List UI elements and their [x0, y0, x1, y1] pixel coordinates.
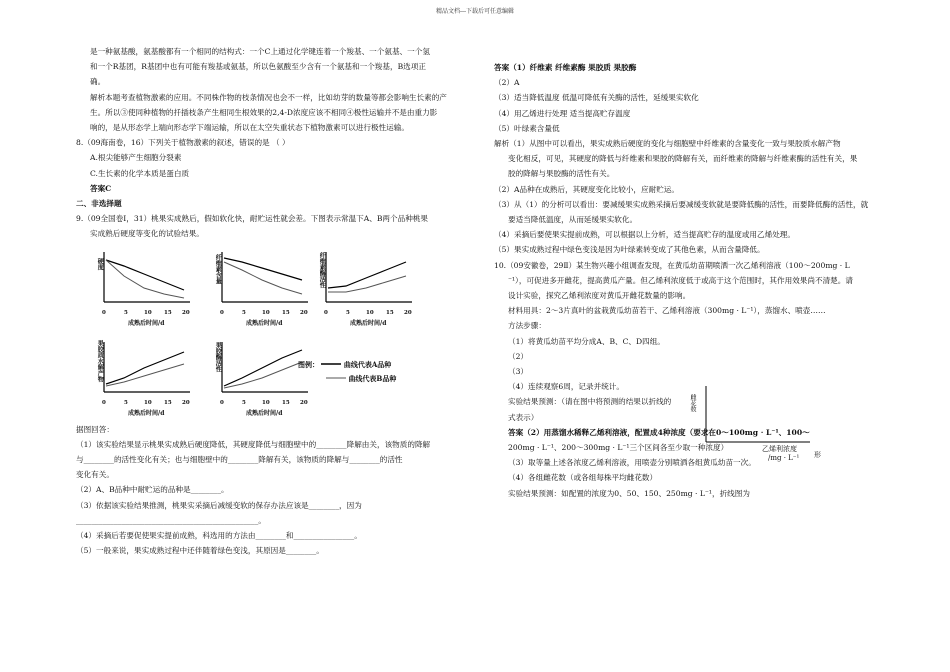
q9-body-line: 变化有关。	[76, 470, 114, 480]
question-10: 设计实验，探究乙烯利浓度对黄瓜开雌花数量的影响。	[508, 291, 691, 301]
y-axis-label: 纤维素含量	[214, 253, 222, 284]
x-tick: 20	[182, 399, 190, 406]
chart-hardness	[96, 252, 190, 313]
x-axis-label: 成熟后时间/d	[128, 409, 165, 417]
x-tick: 20	[300, 309, 308, 316]
chart-legend	[298, 358, 396, 386]
x-tick: 5	[124, 399, 128, 406]
question-10: （4）连续观察6周，记录并统计。	[508, 382, 624, 392]
graph-y-label: 雌花数	[689, 394, 696, 412]
chart-cellulase	[318, 251, 412, 313]
x-tick: 0	[220, 309, 224, 316]
x-tick: 0	[102, 399, 106, 406]
x-axis-label: 成熟后时间/d	[350, 319, 387, 327]
x-tick: 0	[102, 309, 106, 316]
question-8: 8.（09海南卷，16）下列关于植物激素的叙述，错误的是 （ ）	[76, 138, 290, 148]
y-axis-label: 硬度	[96, 257, 104, 270]
x-tick: 20	[404, 309, 412, 316]
x-tick: 5	[124, 309, 128, 316]
analysis-line: 解析本题考查植物激素的应用。不同株作物的枝条情况也会不一样，比如幼芽的数量等都会影响生长素的产	[90, 92, 447, 102]
answer-10: （4）各组雌花数（或各组每株平均雌花数）	[508, 473, 658, 483]
question-9: 实成熟后硬度等变化的试验结果。	[90, 229, 204, 239]
chart-cellulase-plot	[326, 252, 412, 308]
answer-line: （3）适当降低温度 低温可降低有关酶的活性，延缓果实软化	[494, 93, 699, 103]
analysis-line: （3）从（1）的分析可以看出：要减缓果实成熟采摘后要减缓变软就是要降低酶的活性，而要降低酶的活性，就	[494, 199, 869, 209]
analysis-line: （4）采摘后要使果实提前成熟，可以根据以上分析，适当提高贮存的温度或用乙烯处理。	[494, 230, 795, 240]
question-10: 实验结果预测：（请在图中将预测的结果以折线的	[508, 397, 672, 407]
q8-option-c: C.生长素的化学本质是蛋白质	[90, 168, 190, 178]
answer-10: 答案（2）用蒸馏水稀释乙烯利溶液，配置成4种浓度（要求在0～100mg · L⁻¹、100～	[508, 427, 810, 437]
analysis-line: 变化相反，可见，其硬度的降低与纤维素和果胶的降解有关，而纤维素的降解与纤维素酶的活性有关，果	[508, 154, 858, 164]
x-tick: 20	[182, 309, 190, 316]
analysis-line: 胶的降解与果胶酶的活性有关。	[508, 169, 615, 179]
x-tick: 5	[242, 309, 246, 316]
q9-body-line: 据图回答：	[76, 424, 114, 434]
chart-pectinase	[214, 341, 308, 403]
chart-pectinase-plot	[222, 342, 308, 398]
analysis-line: （5）果实成熟过程中绿色变浅是因为叶绿素转变成了其他色素，从而含量降低。	[494, 245, 765, 255]
x-tick: 10	[144, 309, 152, 316]
experiment-charts	[76, 246, 468, 416]
prediction-graph-axes	[686, 382, 826, 462]
graph-x-suffix: 形	[814, 451, 821, 459]
answer-line: 答案（1）纤维素 纤维素酶 果胶质 果胶酶	[494, 63, 637, 72]
answer-line: （2）A	[494, 78, 520, 88]
x-axis-label: 成熟后时间/d	[246, 409, 283, 417]
legend-title: 图例：	[298, 359, 319, 369]
analysis-line: 响的，是从形态学上端向形态学下端运输，所以在太空失重状态下植物激素可以进行极性运输。	[90, 123, 409, 133]
intro-line: 是一种氨基酸，氨基酸都有一个相同的结构式：一个C上通过化学键连着一个羧基、一个氨基、一个氢	[90, 47, 430, 56]
q8-option-a: A.根尖能够产生细胞分裂素	[90, 153, 182, 163]
q8-answer: 答案C	[90, 183, 112, 193]
legend-a: 曲线代表A品种	[343, 359, 392, 369]
answer-line: （5）叶绿素含量低	[494, 123, 560, 133]
x-tick: 10	[262, 309, 270, 316]
question-10: 方法步骤：	[508, 321, 546, 331]
graph-x-unit: /mg · L⁻¹	[768, 454, 800, 462]
x-axis-label: 成熟后时间/d	[128, 319, 165, 327]
y-axis-label: 果胶质水解产物	[96, 339, 104, 382]
x-tick: 15	[282, 309, 290, 316]
chart-pectin-products	[96, 339, 190, 403]
question-9: 9.（09全国卷Ⅰ，31）桃果实成熟后，假如软化快，耐贮运性就会差。下图表示常温下A、B两个品种桃果	[76, 214, 428, 224]
question-10: ⁻¹），可促进多开雌花，提高黄瓜产量。但乙烯利浓度低于或高于这个范围时，其作用效果尚不清楚。请	[508, 275, 853, 285]
x-axis-label: 成熟后时间/d	[246, 319, 283, 327]
question-10: （3）	[508, 367, 529, 377]
x-tick: 0	[324, 309, 328, 316]
analysis-line: 解析（1）从图中可以看出，果实成熟后硬度的变化与细胞壁中纤维素的含量变化一致与果胶质水解产物	[494, 139, 841, 149]
graph-x-label: 乙烯利浓度	[762, 445, 797, 453]
q9-body-line: （3）依据该实验结果推测，桃果实采摘后减缓变软的保存办法应该是________，因为	[76, 500, 362, 510]
question-10: 式表示）	[508, 412, 539, 422]
x-tick: 10	[366, 309, 374, 316]
chart-pectin-products-plot	[104, 342, 190, 398]
legend-line-a-icon	[321, 361, 341, 367]
chart-cellulose-plot	[222, 252, 308, 308]
answer-10: 实验结果预测：如配置的浓度为0、50、150、250mg · L⁻¹，折线图为	[508, 488, 750, 498]
page-header: 精品文档---下载后可任意编辑	[435, 8, 515, 15]
x-tick: 0	[220, 399, 224, 406]
x-tick: 15	[386, 309, 394, 316]
section-title: 二、非选择题	[76, 199, 122, 209]
analysis-line: 要适当降低温度，从而延缓果实软化。	[508, 215, 638, 225]
analysis-line: 生。所以③使同种植物的扦插枝条产生相同生根效果的2,4-D浓度应该不相同④极性运输并不是由重力影	[90, 107, 438, 117]
left-column	[76, 44, 468, 558]
q9-body-line: （5）一般来说，果实成熟过程中还伴随着绿色变浅，其原因是________。	[76, 546, 324, 556]
x-tick: 5	[242, 399, 246, 406]
x-tick: 15	[282, 399, 290, 406]
x-tick: 10	[262, 399, 270, 406]
q9-body-line: （1）该实验结果显示桃果实成熟后硬度降低，其硬度降低与细胞壁中的________降解由关，该物质的降解	[76, 439, 431, 449]
question-10: 10.（09安徽卷，29Ⅱ）某生物兴趣小组调查发现，在黄瓜幼苗期喷洒一次乙烯利溶液（100～200mg · L	[494, 260, 850, 270]
y-axis-label: 纤维素酶活性	[318, 251, 326, 288]
x-tick: 20	[300, 399, 308, 406]
answer-10: 200mg · L⁻¹、200～300mg · L⁻¹三个区间各至少取一种浓度）	[508, 443, 729, 453]
question-10: （2）	[508, 351, 529, 361]
analysis-line: （2）A品种在成熟后，其硬度变化比较小，应耐贮运。	[494, 184, 679, 194]
intro-line: 确。	[90, 77, 106, 87]
q9-body-line: ________________________________________________。	[76, 515, 266, 525]
q9-body-line: （4）采摘后若要促使果实提前成熟，科选用的方法由________和________________。	[76, 531, 362, 541]
question-10: 材料用具：2～3片真叶的盆栽黄瓜幼苗若干、乙烯利溶液（300mg · L⁻¹），蒸馏水、喷壶……	[508, 306, 826, 316]
x-tick: 5	[346, 309, 350, 316]
answer-10: （3）取等量上述各浓度乙烯利溶液，用喷壶分别喷洒各组黄瓜幼苗一次。	[508, 458, 756, 468]
q9-body-line: （2）A、B品种中耐贮运的品种是________。	[76, 485, 229, 495]
x-tick: 10	[144, 399, 152, 406]
chart-hardness-plot	[104, 252, 190, 308]
legend-b: 曲线代表B品种	[348, 373, 397, 383]
x-tick: 15	[164, 399, 172, 406]
legend-line-b-icon	[326, 375, 346, 381]
x-tick: 15	[164, 309, 172, 316]
answer-line: （4）用乙烯进行处理 适当提高贮存温度	[494, 108, 631, 118]
y-axis-label: 果胶酶活性	[214, 341, 222, 372]
q9-body-line: 与________的活性变化有关；也与细胞壁中的________降解有关，该物质的降解与________的活性	[76, 455, 403, 465]
prediction-graph	[686, 382, 826, 462]
intro-line: 和一个R基团，R基团中也有可能有羧基或氨基，所以色氨酸至少含有一个氨基和一个羧基，B选项正	[90, 62, 426, 72]
chart-cellulose	[214, 252, 308, 313]
question-10: （1）将黄瓜幼苗平均分成A、B、C、D四组。	[508, 336, 665, 346]
